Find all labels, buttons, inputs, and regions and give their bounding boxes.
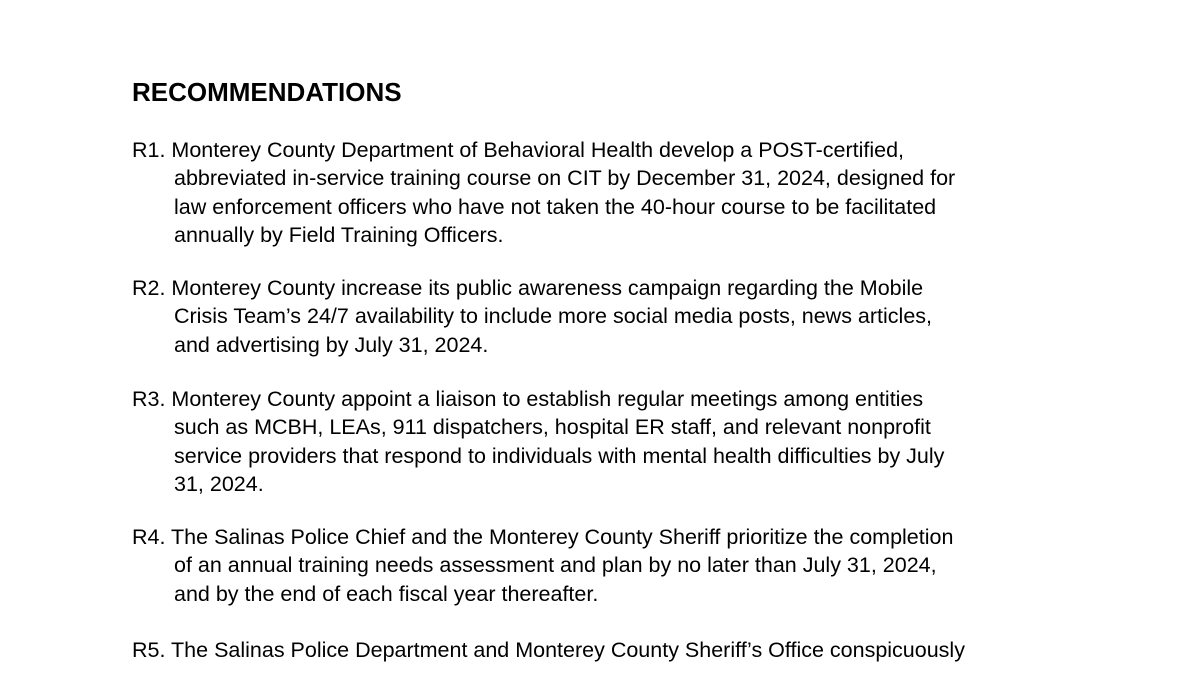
recommendation-r1 [132, 136, 1072, 249]
recommendation-line: 31, 2024. [174, 471, 264, 496]
recommendation-line: R2. Monterey County increase its public awareness campaign regarding the Mobile [132, 276, 924, 300]
recommendation-line: R4. The Salinas Police Chief and the Monterey County Sheriff prioritize the completion [132, 525, 954, 549]
recommendation-line: R1. Monterey County Department of Behavioral Health develop a POST-certified, [132, 138, 904, 162]
recommendation-line: and by the end of each fiscal year thereafter. [174, 581, 599, 606]
recommendation-line: of an annual training needs assessment and plan by no later than July 31, 2024, [174, 553, 937, 578]
recommendation-r2 [132, 274, 1072, 359]
section-heading: RECOMMENDATIONS [132, 77, 402, 107]
recommendation-line: law enforcement officers who have not taken the 40-hour course to be facilitated [174, 194, 937, 219]
recommendation-r4 [132, 523, 1072, 608]
recommendation-line: such as MCBH, LEAs, 911 dispatchers, hospital ER staff, and relevant nonprofit [174, 415, 931, 440]
recommendation-line: service providers that respond to individuals with mental health difficulties by July [174, 443, 945, 468]
recommendation-r3 [132, 385, 1072, 498]
recommendation-r5 [132, 636, 1072, 664]
recommendation-line: Crisis Team’s 24/7 availability to include more social media posts, news articles, [174, 304, 933, 329]
recommendation-line: R3. Monterey County appoint a liaison to establish regular meetings among entities [132, 387, 924, 411]
recommendation-line: and advertising by July 31, 2024. [174, 332, 489, 357]
recommendation-line: R5. The Salinas Police Department and Monterey County Sheriff’s Office conspicuously [132, 638, 965, 662]
recommendation-line: annually by Field Training Officers. [174, 222, 504, 247]
recommendation-line: abbreviated in-service training course on CIT by December 31, 2024, designed for [174, 166, 956, 191]
